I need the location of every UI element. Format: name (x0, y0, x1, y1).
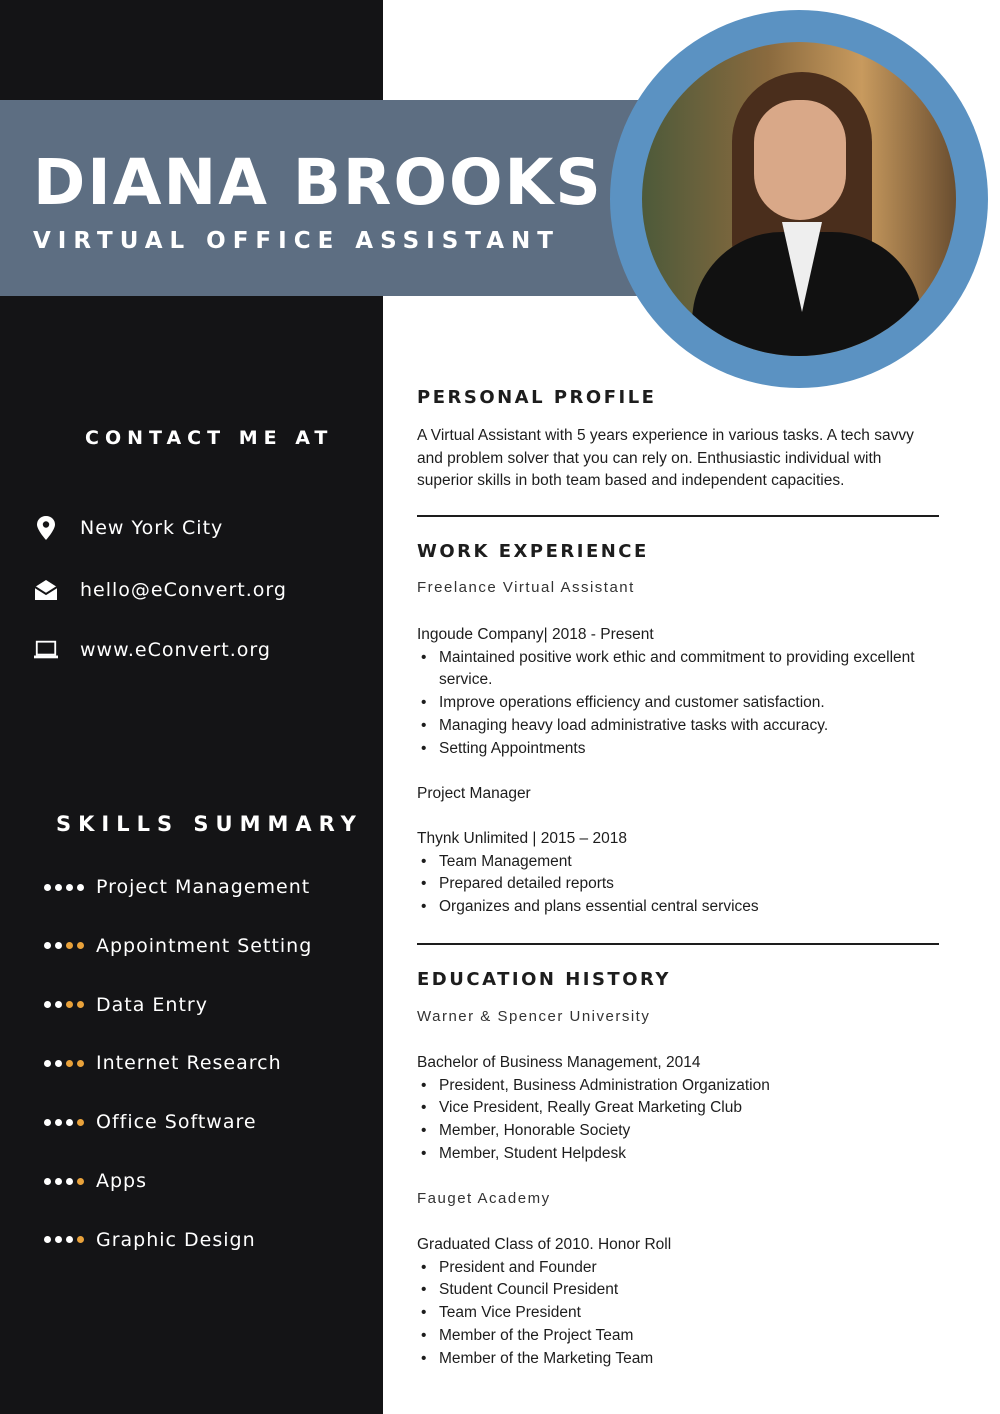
divider (417, 515, 939, 517)
skill-dot (44, 884, 51, 891)
contact-text: New York City (80, 517, 224, 539)
skill-label: Data Entry (96, 993, 208, 1016)
job-role: Freelance Virtual Assistant (417, 579, 635, 596)
skill-item (44, 935, 312, 957)
skill-item (44, 994, 208, 1016)
skill-dot (66, 1178, 73, 1185)
skill-item (44, 1111, 257, 1133)
job-company: Thynk Unlimited | 2015 – 2018 (417, 830, 627, 847)
school-entry (417, 1052, 939, 1166)
school-bullet: • President and Founder (417, 1257, 939, 1280)
skill-dot (77, 942, 84, 949)
skill-dot (55, 884, 62, 891)
school-bullet: • Member of the Marketing Team (417, 1348, 939, 1371)
school-degree: Bachelor of Business Management, 2014 (417, 1054, 701, 1071)
education-title: EDUCATION HISTORY (417, 969, 671, 990)
skill-dot (77, 1178, 84, 1185)
school-bullet: • Member of the Project Team (417, 1325, 939, 1348)
skill-level-dots (44, 1119, 84, 1126)
skill-dot (44, 1178, 51, 1185)
school-bullet: • Team Vice President (417, 1302, 939, 1325)
profile-title: PERSONAL PROFILE (417, 387, 657, 408)
skill-item (44, 1229, 256, 1251)
envelope-icon (34, 578, 58, 602)
job-bullet: • Managing heavy load administrative tasks with accuracy. (417, 715, 939, 738)
skill-item (44, 876, 310, 898)
skill-dot (66, 1236, 73, 1243)
skill-dot (44, 1001, 51, 1008)
skill-level-dots (44, 884, 84, 891)
job-bullet: • Setting Appointments (417, 738, 939, 761)
skill-dot (44, 1119, 51, 1126)
candidate-name: DIANA BROOKS (33, 146, 603, 219)
skill-item (44, 1170, 147, 1192)
skill-level-dots (44, 1060, 84, 1067)
school-bullet: • Vice President, Really Great Marketing Club (417, 1097, 939, 1120)
school-degree: Graduated Class of 2010. Honor Roll (417, 1236, 672, 1253)
skill-dot (44, 942, 51, 949)
contact-title: CONTACT ME AT (85, 427, 334, 449)
school-name: Fauget Academy (417, 1190, 551, 1207)
skill-dot (66, 884, 73, 891)
job-bullet: • Team Management (417, 851, 939, 874)
job-bullet: • Organizes and plans essential central services (417, 896, 939, 919)
job-bullet: • Prepared detailed reports (417, 873, 939, 896)
skill-label: Office Software (96, 1111, 257, 1134)
skill-dot (77, 884, 84, 891)
skill-level-dots (44, 1001, 84, 1008)
profile-photo (642, 42, 956, 356)
job-role: Project Manager (417, 785, 531, 802)
skill-dot (55, 1236, 62, 1243)
skill-dot (55, 1178, 62, 1185)
skill-dot (66, 1119, 73, 1126)
school-bullet: • Student Council President (417, 1279, 939, 1302)
school-bullet: • Member, Student Helpdesk (417, 1143, 939, 1166)
skill-dot (77, 1119, 84, 1126)
skill-level-dots (44, 1178, 84, 1185)
skill-label: Internet Research (96, 1052, 282, 1075)
school-entry (417, 1234, 939, 1370)
skill-label: Project Management (96, 876, 311, 898)
skill-dot (66, 1060, 73, 1067)
skill-dot (44, 1236, 51, 1243)
work-title: WORK EXPERIENCE (417, 541, 649, 562)
skill-dot (55, 1060, 62, 1067)
job-bullet: • Improve operations efficiency and customer satisfaction. (417, 692, 939, 715)
skill-dot (77, 1236, 84, 1243)
divider (417, 943, 939, 945)
candidate-role: VIRTUAL OFFICE ASSISTANT (33, 228, 560, 254)
skill-dot (55, 1119, 62, 1126)
school-bullet: • Member, Honorable Society (417, 1120, 939, 1143)
contact-location (34, 516, 223, 540)
skill-dot (55, 1001, 62, 1008)
skill-item (44, 1052, 282, 1074)
skill-dot (66, 942, 73, 949)
contact-email (34, 578, 287, 602)
skill-dot (77, 1001, 84, 1008)
skill-level-dots (44, 1236, 84, 1243)
school-bullet: • President, Business Administration Organization (417, 1075, 939, 1098)
contact-text: www.eConvert.org (80, 639, 271, 661)
laptop-icon (34, 638, 58, 662)
skills-title: SKILLS SUMMARY (56, 812, 363, 836)
skill-level-dots (44, 942, 84, 949)
profile-text: A Virtual Assistant with 5 years experience in various tasks. A tech savvy and problem solver that you can rely on. Enthusiastic individual with superior skills in both team based and independent capacities. (417, 427, 914, 490)
contact-website (34, 638, 271, 662)
skill-dot (66, 1001, 73, 1008)
skill-label: Appointment Setting (96, 934, 313, 957)
skill-dot (77, 1060, 84, 1067)
location-pin-icon (34, 516, 58, 540)
skill-label: Graphic Design (96, 1228, 256, 1251)
job-entry (417, 828, 939, 919)
job-entry (417, 624, 939, 760)
skill-dot (44, 1060, 51, 1067)
job-bullet: • Maintained positive work ethic and commitment to providing excellent service. (417, 647, 939, 692)
job-company: Ingoude Company| 2018 - Present (417, 626, 654, 643)
skill-label: Apps (96, 1170, 148, 1192)
school-name: Warner & Spencer University (417, 1008, 651, 1025)
skill-dot (55, 942, 62, 949)
contact-text: hello@eConvert.org (80, 579, 287, 601)
